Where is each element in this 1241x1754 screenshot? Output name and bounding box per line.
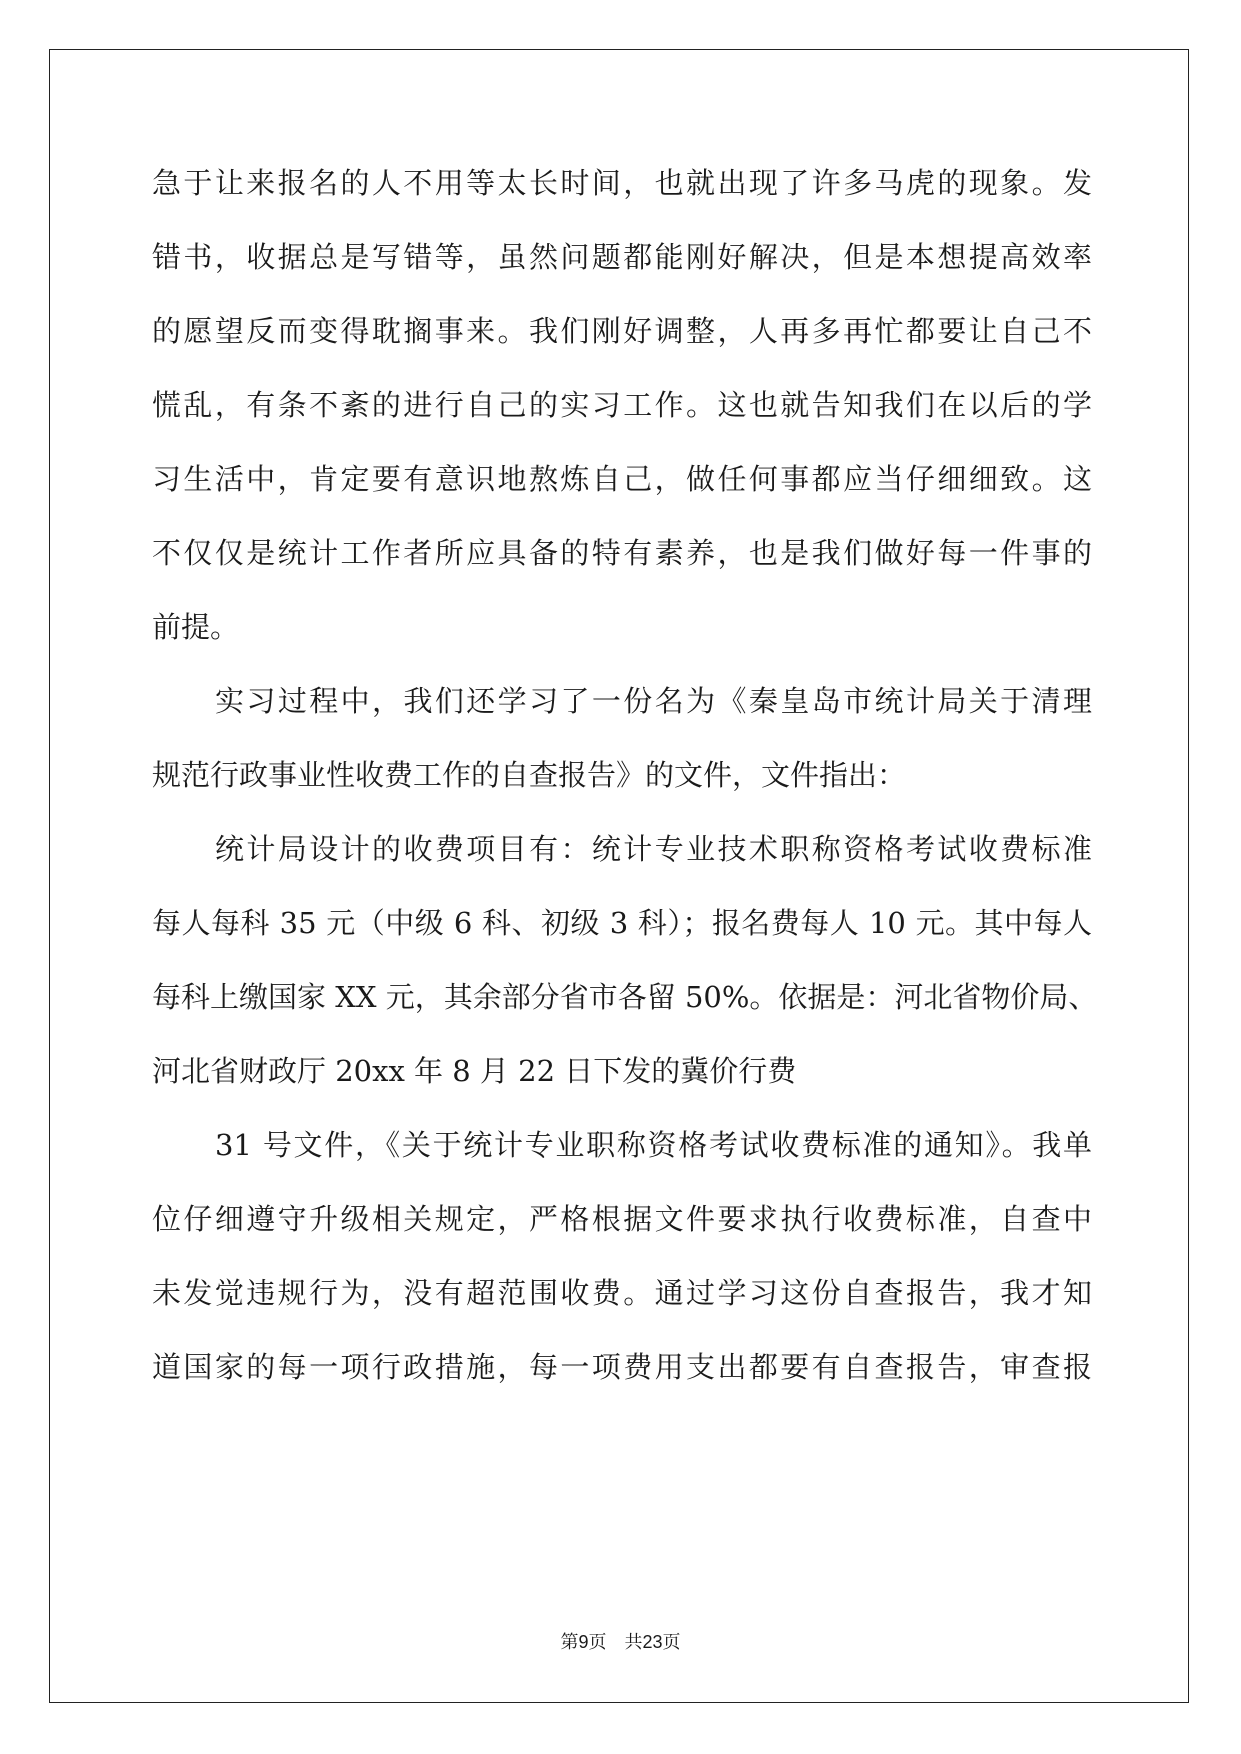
page-suffix: 页: [588, 1632, 607, 1653]
text-line: 每科上缴国家 XX 元，其余部分省市各留 50%。依据是：河北省物价局、: [152, 980, 1098, 1014]
text-line: 统计局设计的收费项目有：统计专业技术职称资格考试收费标准: [215, 832, 1092, 866]
text-line: 的愿望反而变得耽搁事来。我们刚好调整，人再多再忙都要让自己不: [152, 314, 1092, 348]
text-line: 每人每科 35 元（中级 6 科、初级 3 科）；报名费每人 10 元。其中每人: [152, 906, 1092, 940]
page-border: [49, 49, 1189, 1703]
total-prefix: 共: [624, 1632, 643, 1653]
text-line: 习生活中，肯定要有意识地熬炼自己，做任何事都应当仔细细致。这: [152, 462, 1092, 496]
page-footer: [0, 1628, 1241, 1654]
text-line: 河北省财政厅 20xx 年 8 月 22 日下发的冀价行费: [152, 1054, 797, 1088]
page-prefix: 第: [560, 1632, 579, 1653]
text-line: 前提。: [152, 610, 240, 644]
text-line: 31 号文件，《关于统计专业职称资格考试收费标准的通知》。我单: [215, 1128, 1092, 1162]
text-line: 不仅仅是统计工作者所应具备的特有素养，也是我们做好每一件事的: [152, 536, 1092, 570]
total-pages: 23: [642, 1632, 663, 1652]
text-line: 道国家的每一项行政措施，每一项费用支出都要有自查报告，审查报: [152, 1350, 1092, 1384]
text-line: 实习过程中，我们还学习了一份名为《秦皇岛市统计局关于清理: [215, 684, 1092, 718]
text-line: 急于让来报名的人不用等太长时间，也就出现了许多马虎的现象。发: [152, 166, 1092, 200]
text-line: 规范行政事业性收费工作的自查报告》的文件，文件指出：: [152, 758, 907, 792]
text-line: 未发觉违规行为，没有超范围收费。通过学习这份自查报告，我才知: [152, 1276, 1092, 1310]
page-number: 9: [578, 1632, 589, 1652]
text-line: 错书，收据总是写错等，虽然问题都能刚好解决，但是本想提高效率: [152, 240, 1092, 274]
text-line: 位仔细遵守升级相关规定，严格根据文件要求执行收费标准，自查中: [152, 1202, 1092, 1236]
total-suffix: 页: [662, 1632, 681, 1653]
text-line: 慌乱，有条不紊的进行自己的实习工作。这也就告知我们在以后的学: [152, 388, 1092, 422]
